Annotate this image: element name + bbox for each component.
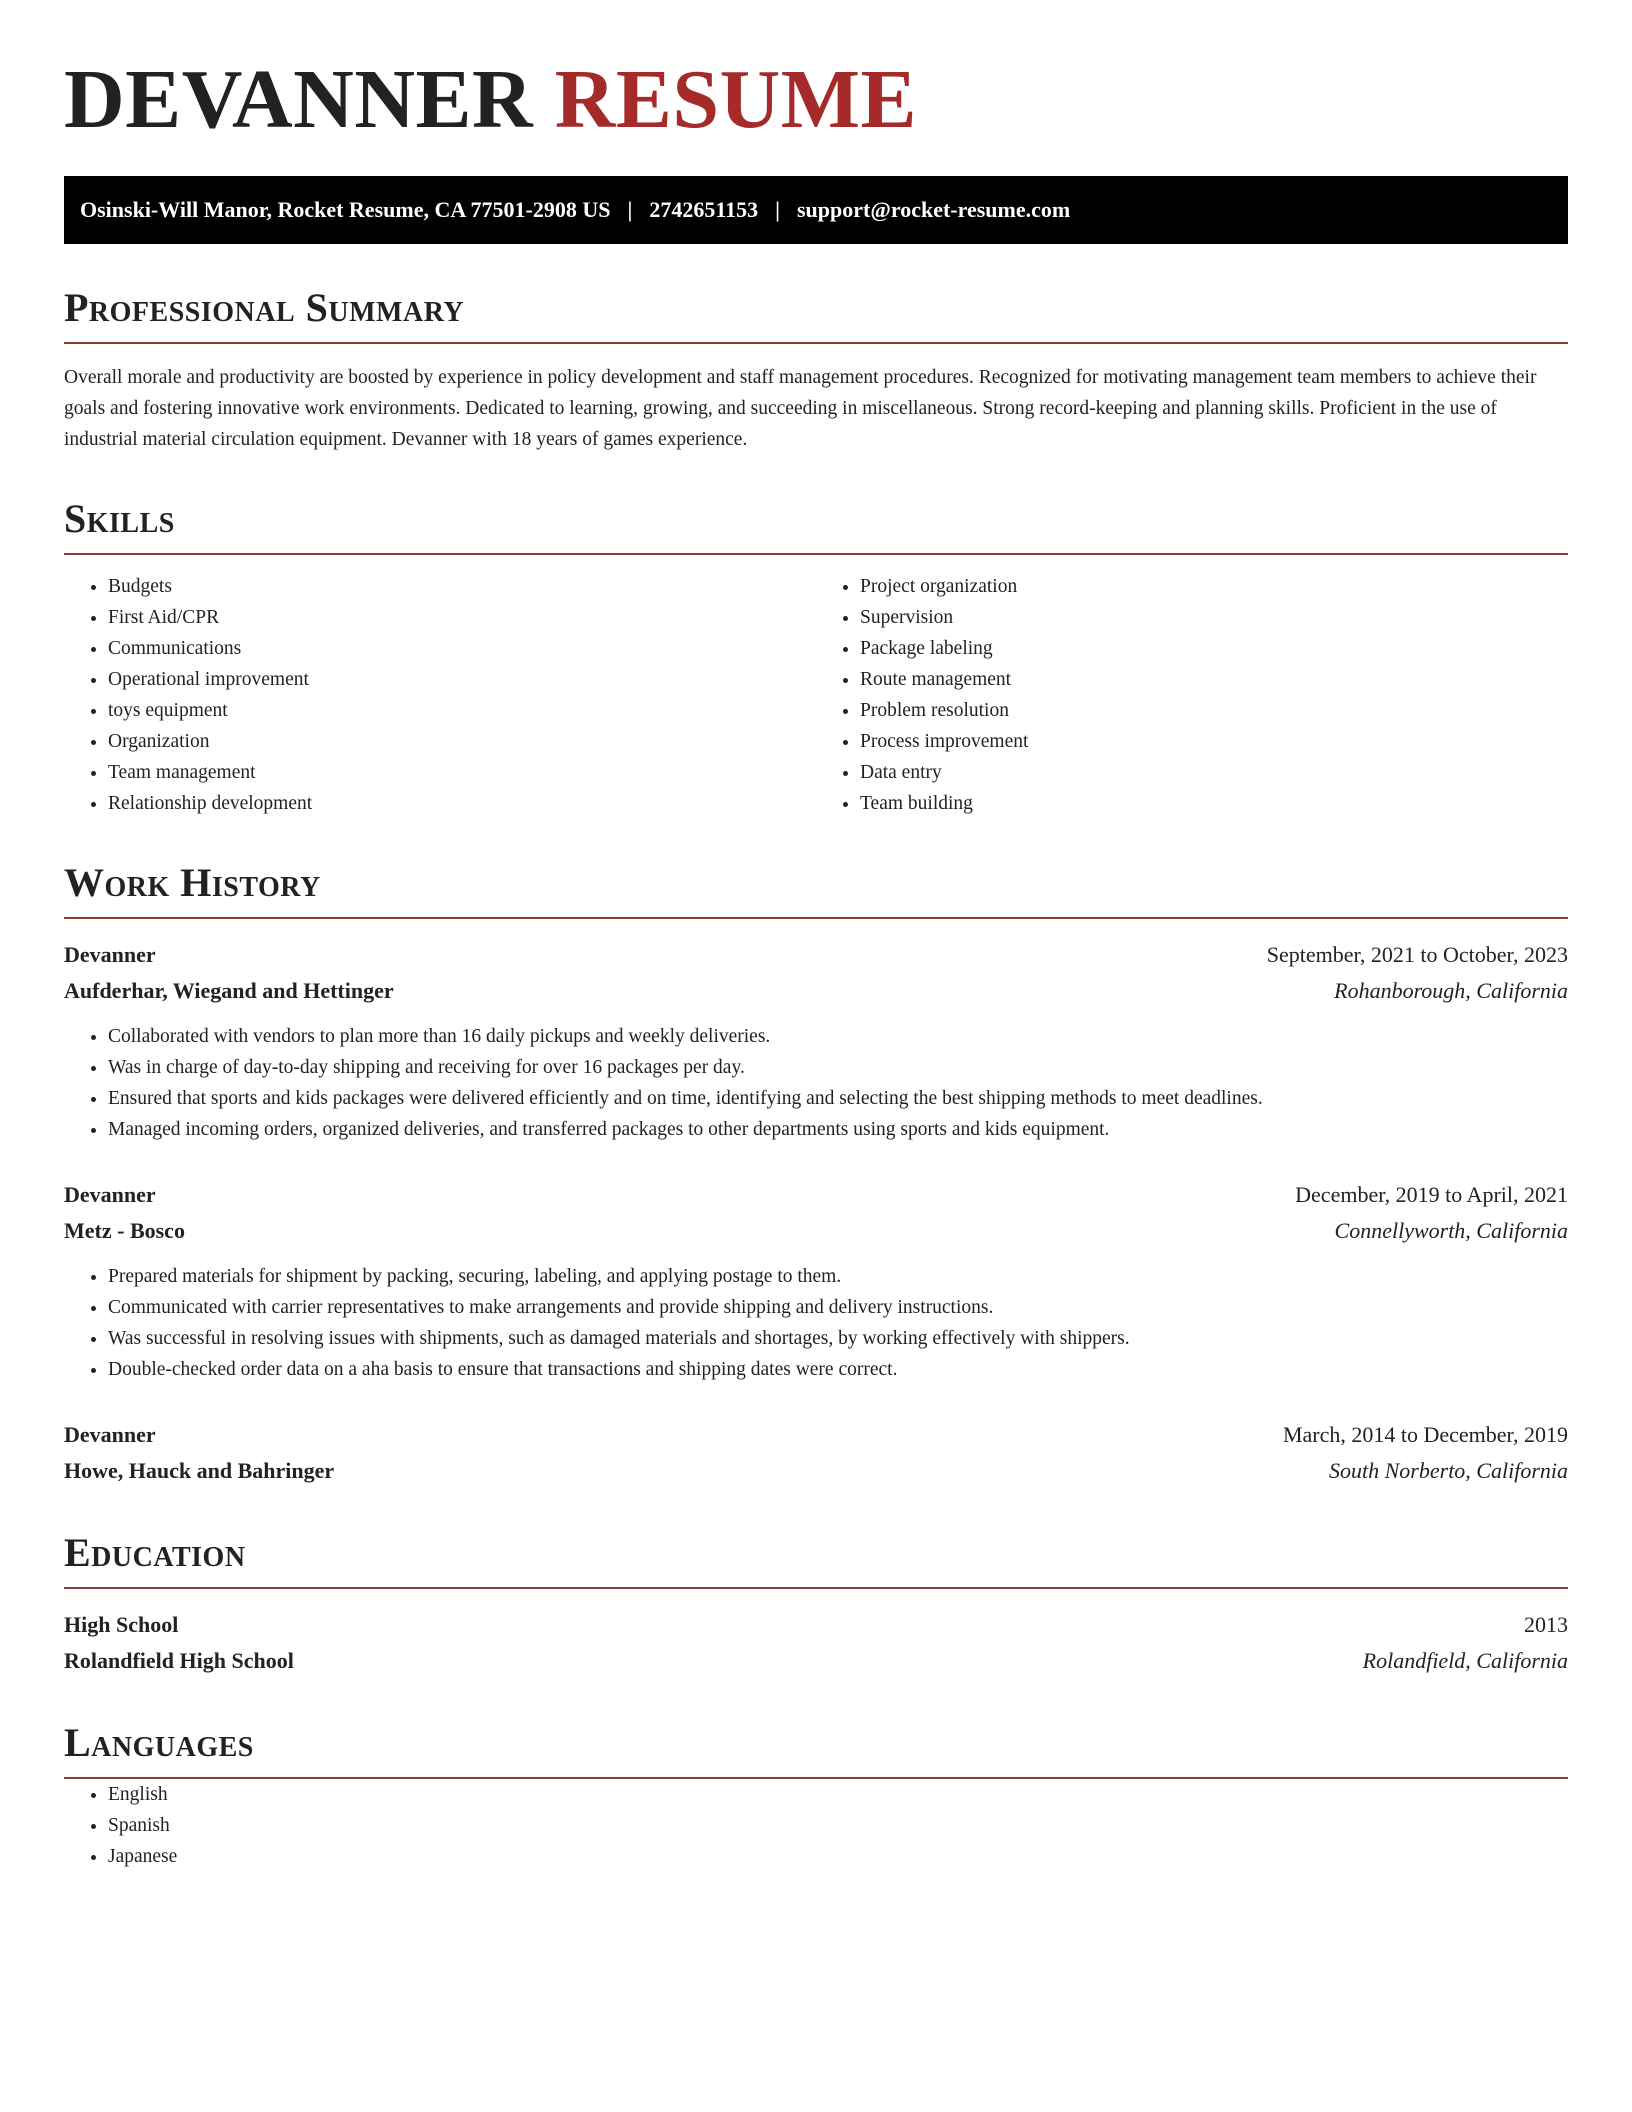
contact-bar [64, 176, 1568, 244]
last-name: RESUME [554, 53, 918, 146]
job-bullets [64, 1261, 1568, 1385]
first-name: DEVANNER [64, 53, 534, 146]
contact-email: support@rocket-resume.com [797, 197, 1071, 222]
skill-item: • Package labeling [860, 633, 1568, 664]
job-entry [64, 1177, 1568, 1385]
skill-item: • Communications [108, 633, 816, 664]
job-location: South Norberto, California [1329, 1458, 1568, 1483]
job-bullet: • Prepared materials for shipment by packing, securing, labeling, and applying postage to them. [108, 1261, 1568, 1292]
work-history-section [64, 860, 1568, 1489]
education-location: Rolandfield, California [1362, 1648, 1568, 1673]
contact-separator: | [627, 197, 633, 222]
language-item: • Spanish [108, 1810, 1568, 1841]
education-title: Education [64, 1533, 1568, 1589]
education-degree: High School [64, 1612, 179, 1637]
contact-separator: | [775, 197, 780, 222]
languages-title: Languages [64, 1723, 1568, 1779]
job-dates: September, 2021 to October, 2023 [1266, 942, 1568, 967]
resume-name-heading [64, 53, 1568, 146]
job-bullet: • Double-checked order data on a aha basis to ensure that transactions and shipping dates were correct. [108, 1354, 1568, 1385]
job-location: Rohanborough, California [1334, 978, 1568, 1003]
languages-list [64, 1779, 1568, 1872]
skills-columns [64, 571, 1568, 819]
job-entry [64, 1417, 1568, 1489]
job-company: Metz - Bosco [64, 1218, 185, 1243]
skills-list-left [64, 571, 816, 819]
job-position: Devanner [64, 942, 156, 967]
job-bullet: • Was in charge of day-to-day shipping and receiving for over 16 packages per day. [108, 1052, 1568, 1083]
skill-item: • Relationship development [108, 788, 816, 819]
skill-item: • Route management [860, 664, 1568, 695]
language-item: • Japanese [108, 1841, 1568, 1872]
job-company: Aufderhar, Wiegand and Hettinger [64, 978, 394, 1003]
skill-item: • Supervision [860, 602, 1568, 633]
education-entry [64, 1607, 1568, 1679]
language-item: • English [108, 1779, 1568, 1810]
skill-item: • Operational improvement [108, 664, 816, 695]
skill-item: • toys equipment [108, 695, 816, 726]
education-year: 2013 [1524, 1612, 1568, 1637]
job-bullet: • Communicated with carrier representatives to make arrangements and provide shipping and delivery instructions. [108, 1292, 1568, 1323]
job-dates: March, 2014 to December, 2019 [1282, 1422, 1568, 1447]
skill-item: • Budgets [108, 571, 816, 602]
job-position: Devanner [64, 1422, 156, 1447]
skill-item: • Problem resolution [860, 695, 1568, 726]
contact-address: Osinski-Will Manor, Rocket Resume, CA 77501-2908 US [80, 197, 611, 222]
job-location: Connellyworth, California [1334, 1218, 1568, 1243]
job-position: Devanner [64, 1182, 156, 1207]
education-section [64, 1530, 1568, 1679]
skills-section [64, 496, 1568, 819]
job-bullet: • Was successful in resolving issues with shipments, such as damaged materials and shortages, by working effectively with shippers. [108, 1323, 1568, 1354]
skill-item: • Organization [108, 726, 816, 757]
skill-item: • First Aid/CPR [108, 602, 816, 633]
skills-title: Skills [64, 499, 1568, 555]
job-bullet: • Ensured that sports and kids packages were delivered efficiently and on time, identifying and selecting the best shipping methods to meet deadlines. [108, 1083, 1568, 1114]
skill-item: • Team building [860, 788, 1568, 819]
job-dates: December, 2019 to April, 2021 [1295, 1182, 1568, 1207]
job-bullet: • Managed incoming orders, organized deliveries, and transferred packages to other departments using sports and kids equipment. [108, 1114, 1568, 1145]
skill-item: • Project organization [860, 571, 1568, 602]
summary-title: Professional Summary [64, 288, 1568, 344]
job-company: Howe, Hauck and Bahringer [64, 1458, 335, 1483]
work-history-title: Work History [64, 863, 1568, 919]
skill-item: • Data entry [860, 757, 1568, 788]
skills-list-right [816, 571, 1568, 819]
job-bullets [64, 1021, 1568, 1145]
job-bullet: • Collaborated with vendors to plan more than 16 daily pickups and weekly deliveries. [108, 1021, 1568, 1052]
languages-section [64, 1720, 1568, 1872]
skill-item: • Team management [108, 757, 816, 788]
skill-item: • Process improvement [860, 726, 1568, 757]
job-entry [64, 937, 1568, 1145]
contact-phone: 2742651153 [649, 197, 759, 222]
education-school: Rolandfield High School [64, 1648, 294, 1673]
summary-text: Overall morale and productivity are boosted by experience in policy development and staff management procedures. Recognized for motivating management team members to achieve their goals and fostering innovative work environments. Dedicated to learning, growing, and succeeding in miscellaneous. Strong record-keeping and planning skills. Proficient in the use of industrial material circulation equipment. Devanner with 18 years of games experience. [64, 367, 1537, 450]
summary-section [64, 285, 1568, 455]
